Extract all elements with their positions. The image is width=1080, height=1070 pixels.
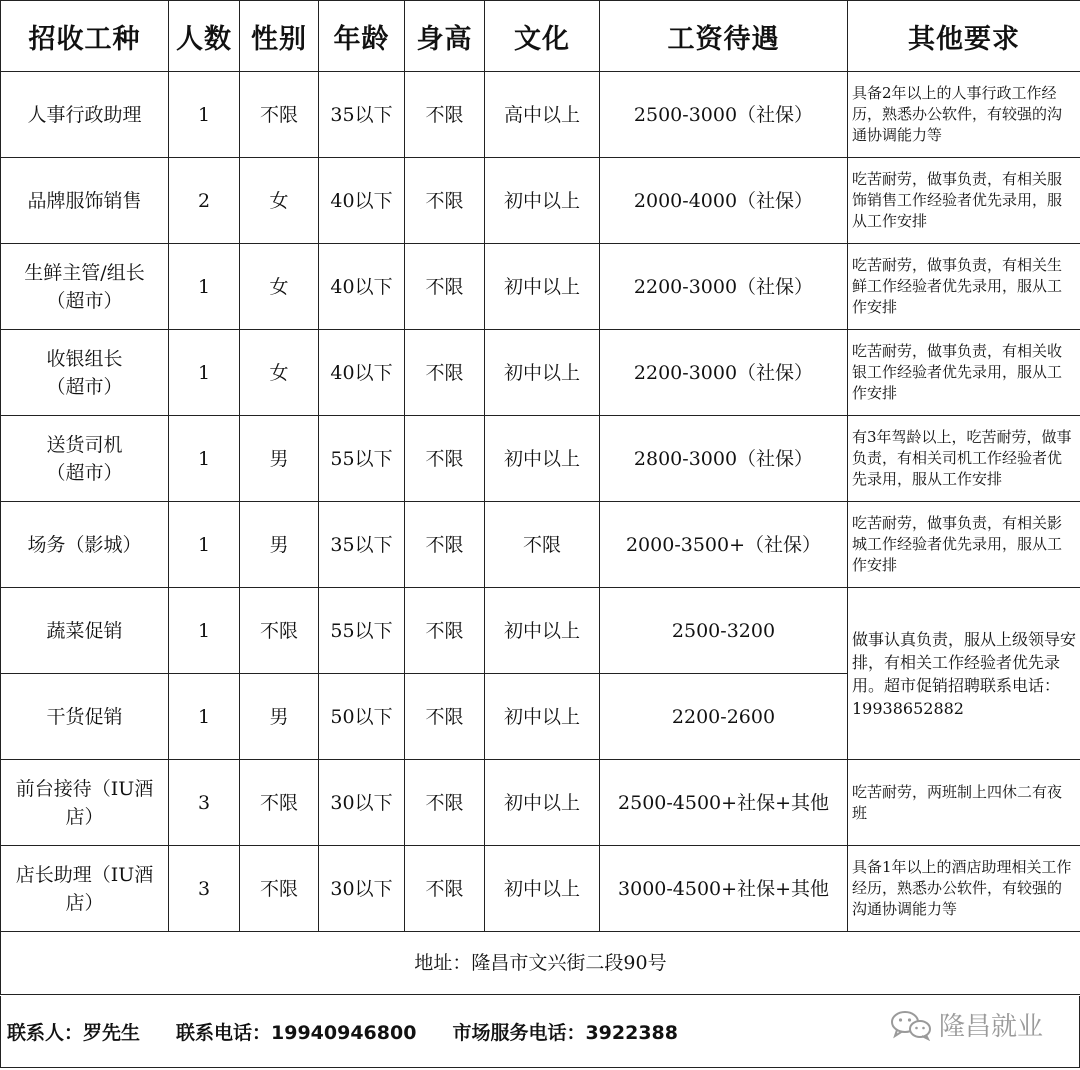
count-cell: 1 (169, 416, 240, 502)
salary-cell: 2800-3000（社保） (600, 416, 848, 502)
gender-cell: 女 (240, 158, 319, 244)
gender-cell: 女 (240, 244, 319, 330)
job-cell: 收银组长（超市） (1, 330, 169, 416)
job-cell: 送货司机（超市） (1, 416, 169, 502)
gender-cell: 不限 (240, 760, 319, 846)
table-row (1, 416, 1080, 502)
gender-cell: 不限 (240, 72, 319, 158)
salary-cell: 2000-4000（社保） (600, 158, 848, 244)
count-cell: 1 (169, 502, 240, 588)
education-cell: 初中以上 (485, 588, 600, 674)
job-cell: 品牌服饰销售 (1, 158, 169, 244)
gender-cell: 不限 (240, 588, 319, 674)
watermark (889, 1006, 1043, 1043)
height-cell: 不限 (405, 244, 485, 330)
contact-person: 联系人：罗先生 (7, 1022, 141, 1044)
age-cell: 40以下 (319, 244, 405, 330)
gender-cell: 男 (240, 502, 319, 588)
age-cell: 40以下 (319, 158, 405, 244)
header-row (1, 1, 1080, 72)
count-cell: 1 (169, 674, 240, 760)
address-text: 地址：隆昌市文兴街二段90号 (1, 932, 1080, 995)
job-cell: 场务（影城） (1, 502, 169, 588)
salary-cell: 2200-2600 (600, 674, 848, 760)
contact-phone: 联系电话：19940946800 (176, 1022, 417, 1044)
job-cell: 蔬菜促销 (1, 588, 169, 674)
requirements-cell: 吃苦耐劳，做事负责，有相关服饰销售工作经验者优先录用，服从工作安排 (848, 158, 1080, 244)
education-cell: 初中以上 (485, 674, 600, 760)
job-cell: 前台接待（IU酒店） (1, 760, 169, 846)
age-cell: 30以下 (319, 846, 405, 932)
contact-bar (0, 996, 1080, 1068)
count-cell: 1 (169, 588, 240, 674)
salary-cell: 2200-3000（社保） (600, 330, 848, 416)
job-cell: 人事行政助理 (1, 72, 169, 158)
salary-cell: 2500-3000（社保） (600, 72, 848, 158)
height-cell: 不限 (405, 158, 485, 244)
table-row (1, 760, 1080, 846)
table-row (1, 244, 1080, 330)
count-cell: 2 (169, 158, 240, 244)
job-cell: 店长助理（IU酒店） (1, 846, 169, 932)
header-gender: 性别 (240, 1, 319, 72)
requirements-cell: 吃苦耐劳，做事负责，有相关影城工作经验者优先录用，服从工作安排 (848, 502, 1080, 588)
education-cell: 初中以上 (485, 244, 600, 330)
gender-cell: 男 (240, 674, 319, 760)
salary-cell: 2500-4500+社保+其他 (600, 760, 848, 846)
education-cell: 初中以上 (485, 760, 600, 846)
age-cell: 35以下 (319, 502, 405, 588)
requirements-cell: 吃苦耐劳，做事负责，有相关收银工作经验者优先录用，服从工作安排 (848, 330, 1080, 416)
table-row (1, 846, 1080, 932)
header-requirements: 其他要求 (848, 1, 1080, 72)
header-job: 招收工种 (1, 1, 169, 72)
table-row (1, 158, 1080, 244)
market-phone: 市场服务电话：3922388 (452, 1022, 678, 1044)
age-cell: 30以下 (319, 760, 405, 846)
count-cell: 3 (169, 846, 240, 932)
header-height: 身高 (405, 1, 485, 72)
education-cell: 不限 (485, 502, 600, 588)
job-cell: 干货促销 (1, 674, 169, 760)
requirements-cell: 吃苦耐劳，两班制上四休二有夜班 (848, 760, 1080, 846)
count-cell: 3 (169, 760, 240, 846)
age-cell: 55以下 (319, 416, 405, 502)
count-cell: 1 (169, 330, 240, 416)
address-row (1, 932, 1080, 995)
count-cell: 1 (169, 72, 240, 158)
height-cell: 不限 (405, 588, 485, 674)
salary-cell: 2200-3000（社保） (600, 244, 848, 330)
gender-cell: 不限 (240, 846, 319, 932)
wechat-icon (889, 1009, 933, 1041)
age-cell: 50以下 (319, 674, 405, 760)
age-cell: 55以下 (319, 588, 405, 674)
height-cell: 不限 (405, 330, 485, 416)
height-cell: 不限 (405, 846, 485, 932)
contact-info (7, 1018, 714, 1045)
salary-cell: 2500-3200 (600, 588, 848, 674)
header-salary: 工资待遇 (600, 1, 848, 72)
age-cell: 40以下 (319, 330, 405, 416)
requirements-cell: 做事认真负责，服从上级领导安排，有相关工作经验者优先录用。超市促销招聘联系电话：19938652882 (848, 588, 1080, 760)
age-cell: 35以下 (319, 72, 405, 158)
salary-cell: 3000-4500+社保+其他 (600, 846, 848, 932)
requirements-cell: 具备1年以上的酒店助理相关工作经历，熟悉办公软件，有较强的沟通协调能力等 (848, 846, 1080, 932)
gender-cell: 女 (240, 330, 319, 416)
header-education: 文化 (485, 1, 600, 72)
education-cell: 初中以上 (485, 416, 600, 502)
salary-cell: 2000-3500+（社保） (600, 502, 848, 588)
height-cell: 不限 (405, 502, 485, 588)
height-cell: 不限 (405, 72, 485, 158)
height-cell: 不限 (405, 760, 485, 846)
table-row (1, 330, 1080, 416)
requirements-cell: 具备2年以上的人事行政工作经历，熟悉办公软件，有较强的沟通协调能力等 (848, 72, 1080, 158)
height-cell: 不限 (405, 416, 485, 502)
table-row (1, 72, 1080, 158)
table-row (1, 502, 1080, 588)
header-age: 年龄 (319, 1, 405, 72)
job-cell: 生鲜主管/组长（超市） (1, 244, 169, 330)
education-cell: 高中以上 (485, 72, 600, 158)
requirements-cell: 吃苦耐劳，做事负责，有相关生鲜工作经验者优先录用，服从工作安排 (848, 244, 1080, 330)
requirements-cell: 有3年驾龄以上，吃苦耐劳，做事负责，有相关司机工作经验者优先录用，服从工作安排 (848, 416, 1080, 502)
watermark-text: 隆昌就业 (938, 1012, 1043, 1042)
gender-cell: 男 (240, 416, 319, 502)
education-cell: 初中以上 (485, 846, 600, 932)
table-row (1, 588, 1080, 674)
count-cell: 1 (169, 244, 240, 330)
header-count: 人数 (169, 1, 240, 72)
height-cell: 不限 (405, 674, 485, 760)
education-cell: 初中以上 (485, 330, 600, 416)
education-cell: 初中以上 (485, 158, 600, 244)
